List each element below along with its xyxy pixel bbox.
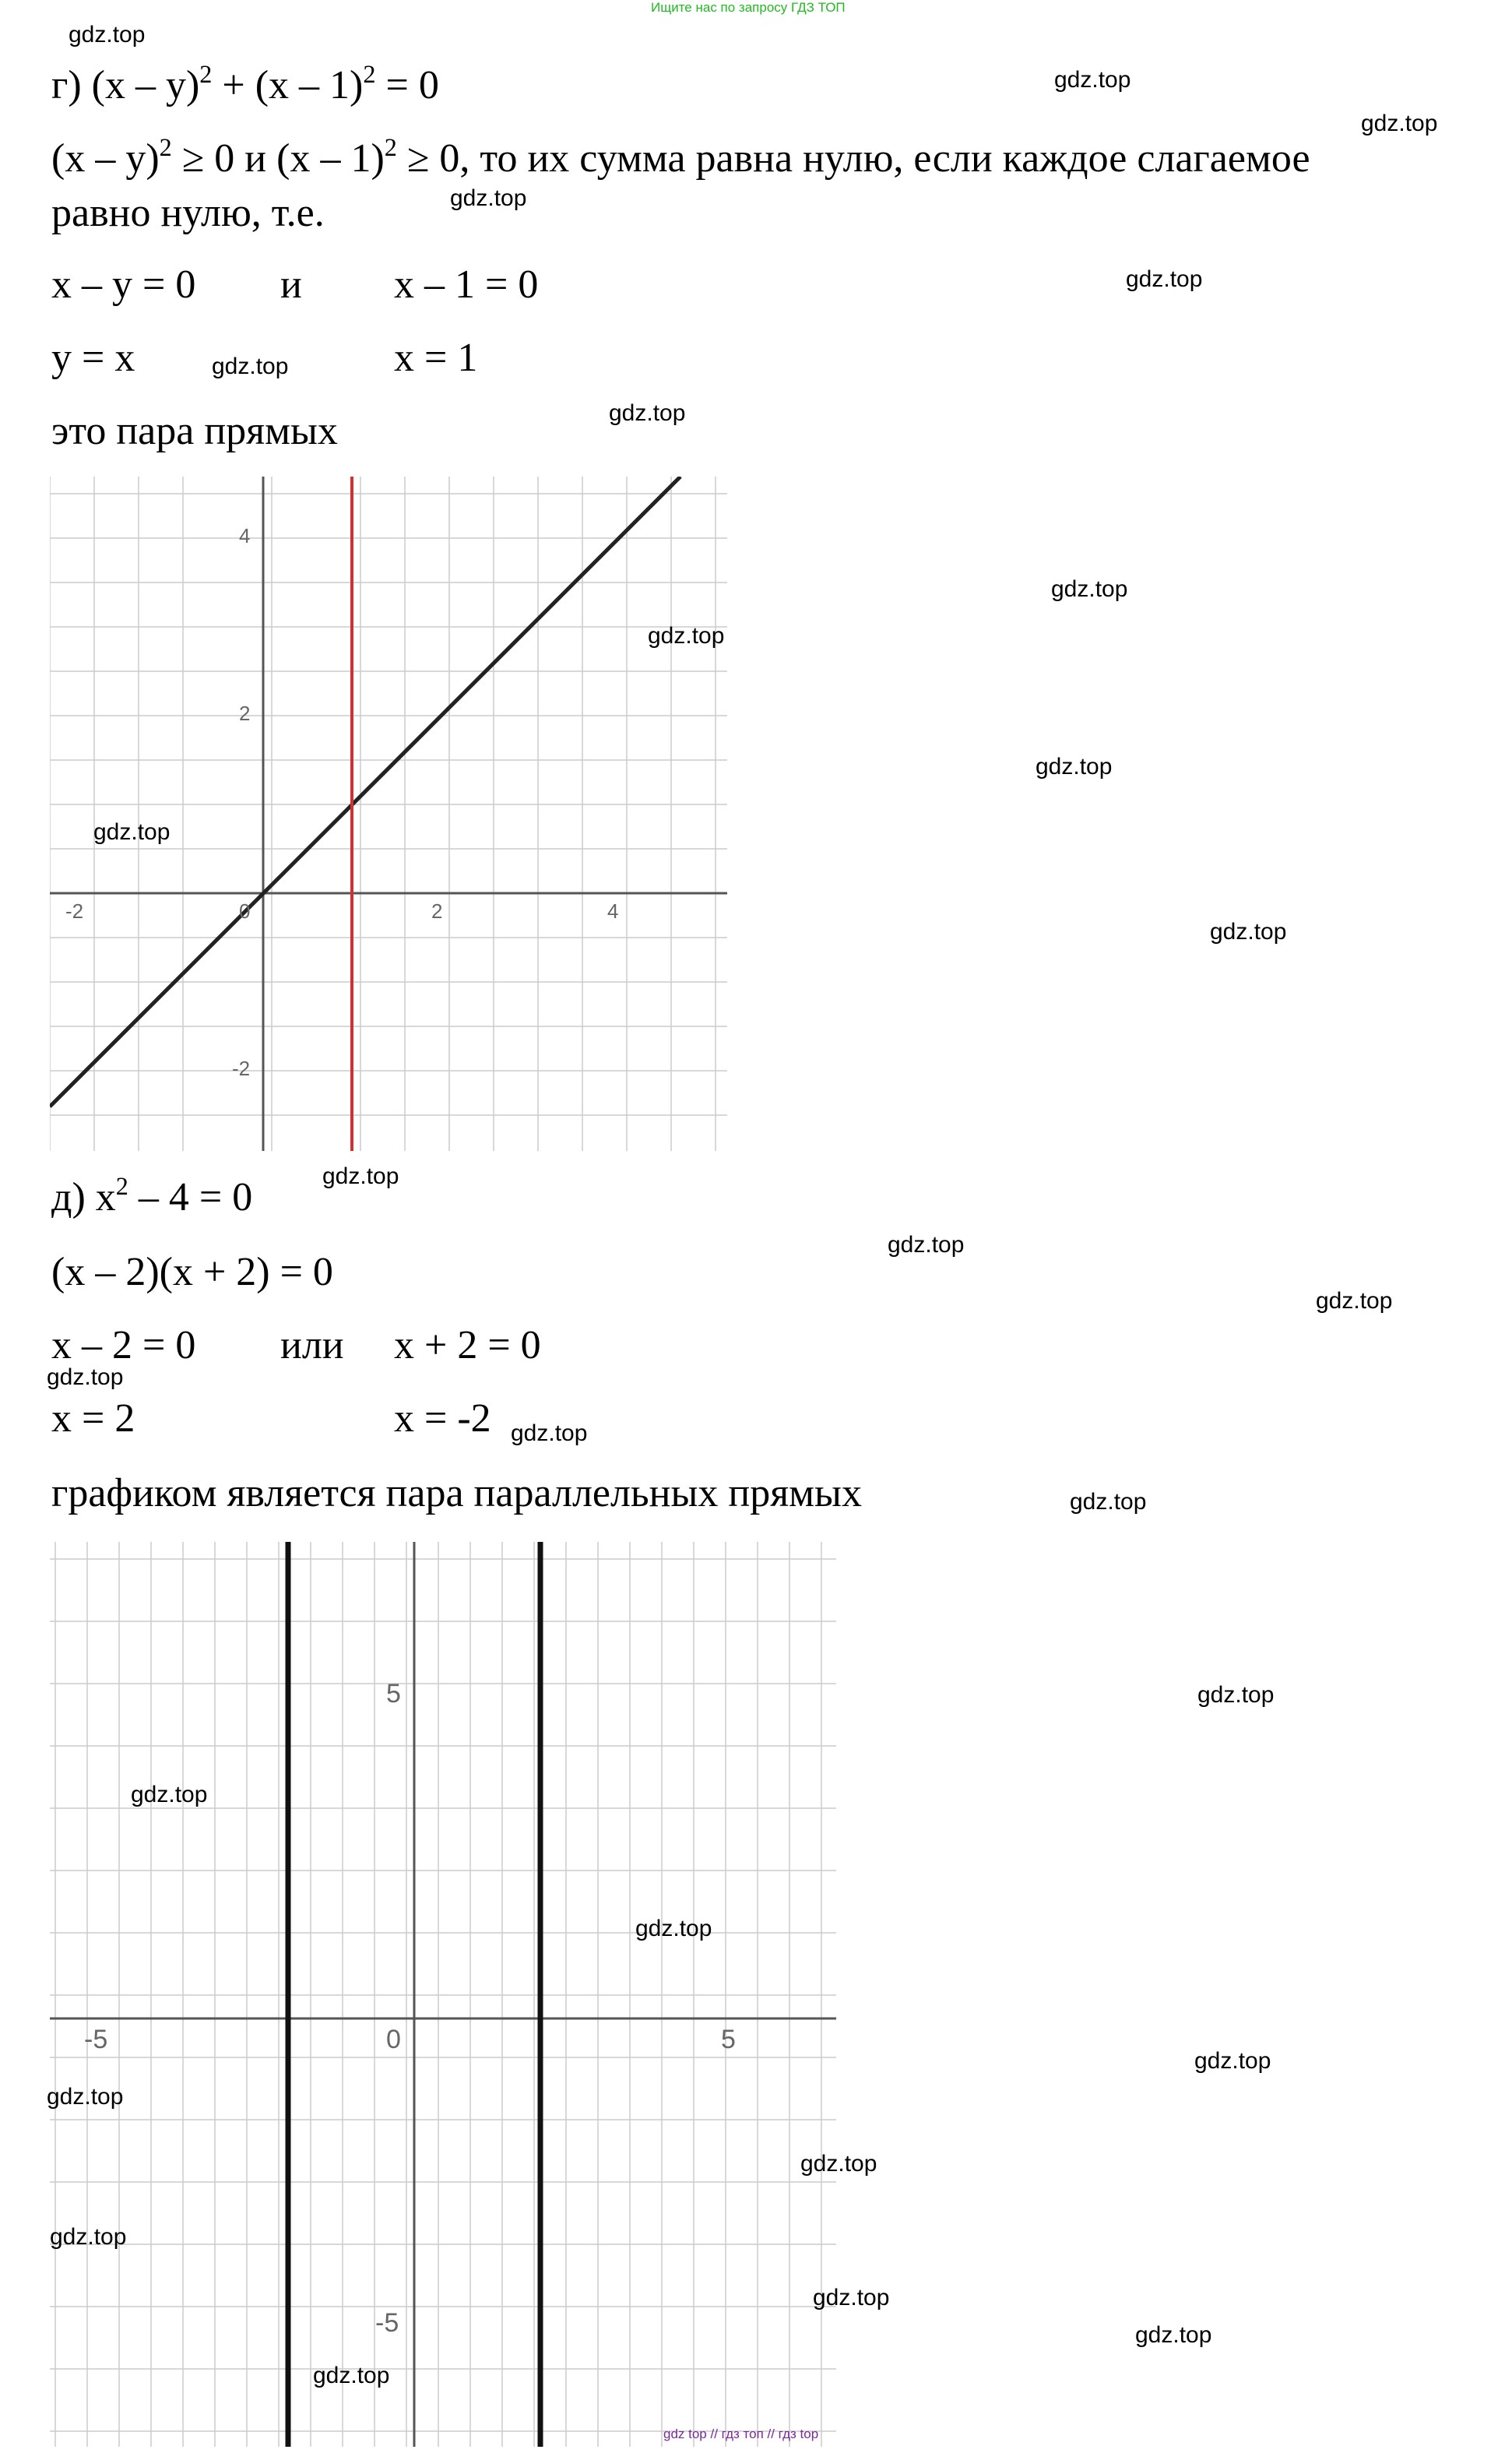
part-g-equation: г) (x – y)$^2$ + (x – 1)$^2$ = 0 [51,60,439,107]
watermark: gdz.top [1135,2322,1212,2348]
part-g-conclusion: это пара прямых [51,409,338,453]
watermark: gdz.top [1210,919,1287,945]
search-hint: Ищите нас по запросу ГДЗ ТОП [651,0,846,15]
watermark: gdz.top [609,400,686,426]
tick-y: 4 [239,524,251,547]
watermark: gdz.top [1051,576,1128,602]
part-g-system-left-2: y = x [51,336,135,380]
watermark: gdz.top [93,819,171,845]
part-d-system-right-2: x = -2 [394,1396,491,1441]
part-g-system-right-1: x – 1 = 0 [394,262,539,307]
watermark: gdz.top [888,1232,965,1258]
part-g-system-left-1: x – y = 0 [51,262,196,307]
graph-d-grid [50,1542,836,2447]
watermark: gdz.top [813,2285,890,2310]
watermark: gdz.top [47,1364,124,1390]
graph-g-grid [50,477,727,1151]
part-g-reasoning-line1: (x – y)$^2$ ≥ 0 и (x – 1)$^2$ ≥ 0, то их сумма равна нулю, если каждое слагаемое [51,133,1310,181]
tick-x: 5 [721,2025,736,2054]
graph-d [50,1542,836,2447]
graph-g [50,477,727,1151]
watermark: gdz.top [69,22,146,48]
watermark: gdz.top [800,2151,877,2177]
tick-y: 5 [386,1679,401,1709]
part-d-system-conjunction: или [280,1323,344,1367]
watermark: gdz.top [1361,111,1438,136]
tick-x: 4 [607,899,619,923]
watermark: gdz.top [511,1420,588,1446]
part-d-equation: д) $x^2 - 4 = 0$ [51,1172,253,1219]
tick-x: 2 [431,899,443,923]
watermark: gdz.top [1036,754,1113,780]
tick-y: -5 [375,2308,399,2338]
tick-y: 2 [239,702,251,725]
part-g-system-conjunction: и [280,262,302,307]
watermark: gdz.top [1126,266,1203,292]
tick-x: -2 [65,899,84,923]
part-g-system-right-2: x = 1 [394,336,478,380]
watermark: gdz.top [47,2084,124,2110]
watermark: gdz.top [1054,67,1131,93]
watermark: gdz.top [1194,2048,1271,2074]
watermark: gdz.top [450,185,527,211]
watermark: gdz.top [648,623,725,649]
tick-x: -5 [84,2025,108,2054]
tick-x: 0 [386,2025,401,2054]
watermark: gdz.top [1070,1489,1147,1515]
watermark: gdz.top [1316,1288,1393,1314]
part-d-system-left-2: x = 2 [51,1396,135,1441]
tick-y: -2 [232,1057,251,1080]
part-d-factored: (x – 2)(x + 2) = 0 [51,1250,333,1294]
tick-x: 0 [239,899,251,923]
part-d-conclusion: графиком является пара параллельных прямых [51,1471,862,1515]
footer-text: gdz top // гдз топ // гдз top [663,2427,819,2441]
watermark: gdz.top [313,2363,390,2388]
watermark: gdz.top [322,1163,399,1189]
watermark: gdz.top [1197,1682,1275,1708]
watermark: gdz.top [635,1916,712,1941]
line-y-equals-x [50,477,680,1107]
watermark: gdz.top [50,2224,127,2250]
part-d-system-right-1: x + 2 = 0 [394,1323,541,1367]
watermark: gdz.top [131,1782,208,1807]
watermark: gdz.top [212,354,289,379]
part-g-reasoning-line2: равно нулю, т.е. [51,191,325,235]
part-d-system-left-1: x – 2 = 0 [51,1323,196,1367]
